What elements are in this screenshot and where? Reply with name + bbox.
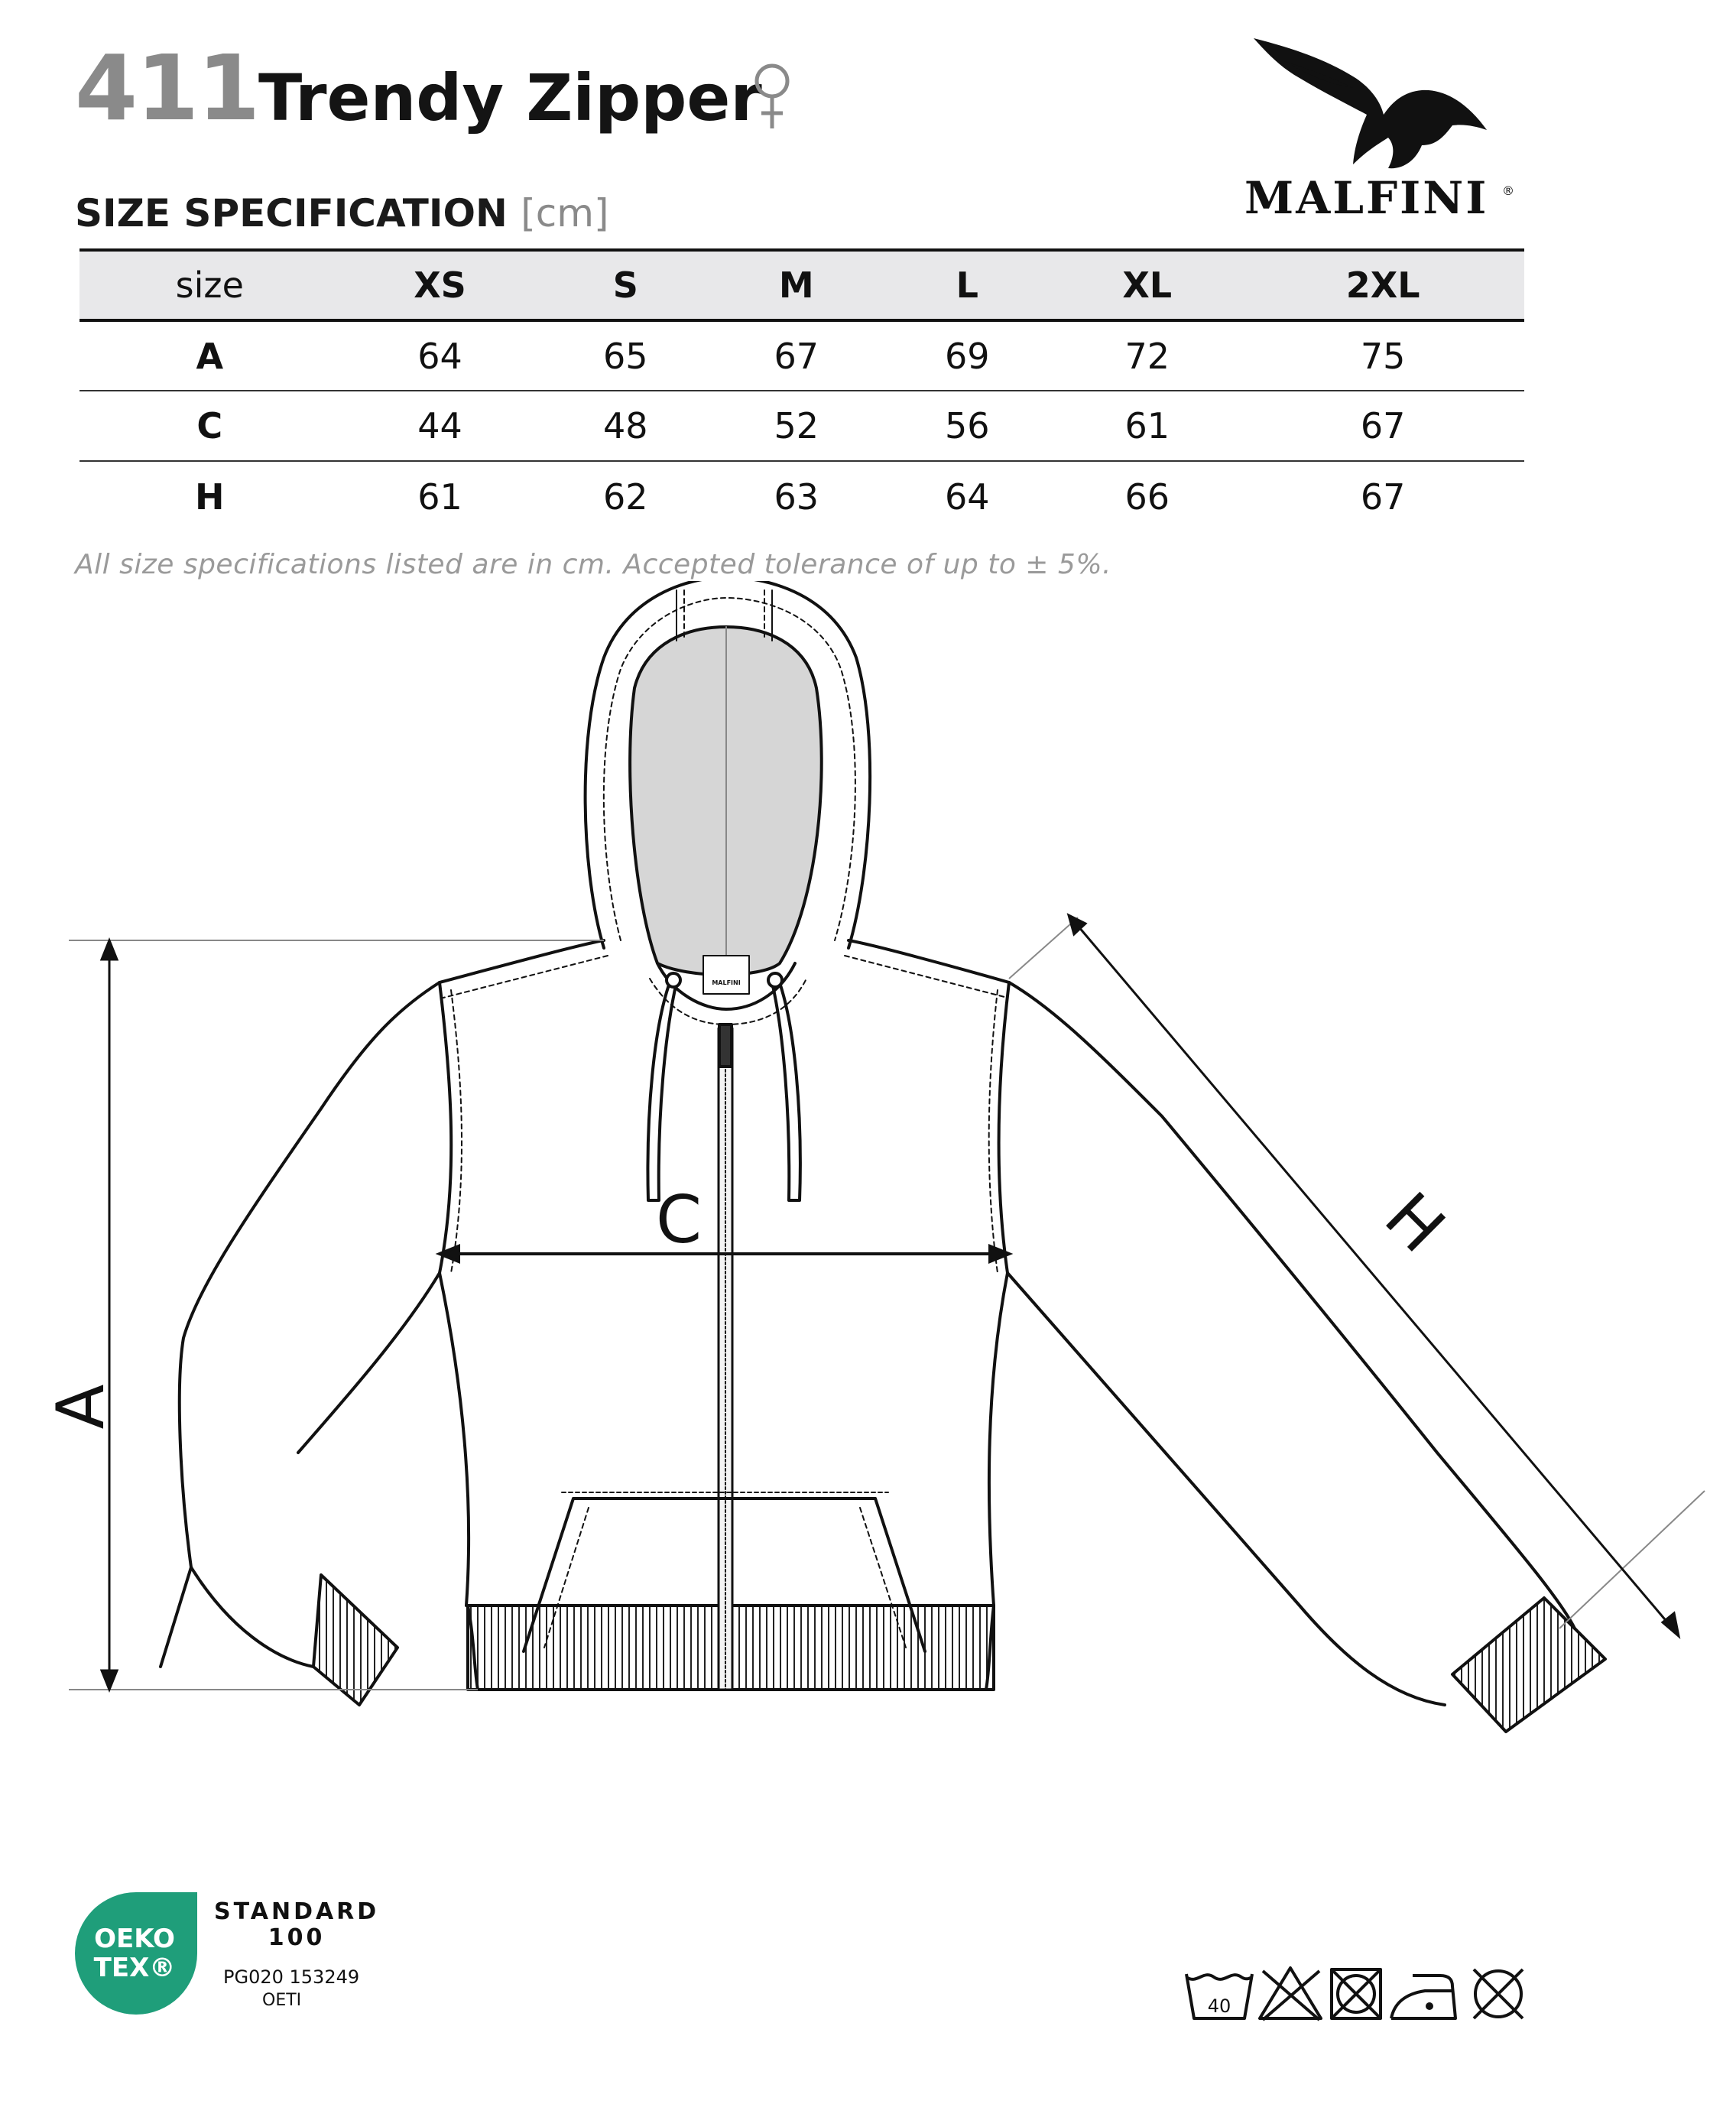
left-drawstring — [647, 979, 677, 1200]
table-cell: 67 — [1360, 476, 1406, 518]
size-header-row — [79, 250, 1524, 320]
measure-h-label: H — [1370, 1178, 1459, 1268]
table-cell: 52 — [774, 405, 819, 446]
product-name: Trendy Zipper — [258, 60, 762, 135]
row-label: C — [196, 405, 223, 446]
size-header-cell: XL — [1122, 265, 1173, 306]
table-cell: 61 — [417, 476, 462, 518]
neck-label-text: MALFINI — [712, 979, 741, 986]
size-spec-title — [75, 191, 609, 235]
wash-temp: 40 — [1207, 1995, 1231, 2017]
tolerance-note: All size specifications listed are in cm. Accepted tolerance of up to ± 5%. — [75, 549, 1111, 580]
no-tumble-dry-icon — [1332, 1969, 1381, 2018]
oeko-tex-badge — [75, 1892, 197, 2015]
size-header-cell: XS — [414, 265, 466, 306]
size-header-cell: 2XL — [1345, 265, 1420, 306]
left-body-side — [440, 982, 469, 1606]
table-cell: 64 — [945, 476, 990, 518]
oeko-institute: OETI — [262, 1991, 302, 2010]
right-cuff — [1452, 1598, 1605, 1732]
oeko-line-1: OEKO — [94, 1924, 175, 1954]
left-sleeve — [180, 982, 440, 1667]
no-dry-clean-icon — [1474, 1969, 1523, 2018]
table-cell: 67 — [774, 335, 819, 377]
size-table — [79, 248, 1524, 531]
left-shoulder — [440, 940, 604, 982]
table-cell: 44 — [417, 405, 462, 446]
measure-c-label: C — [655, 1182, 703, 1258]
oeko-line-2: TEX® — [93, 1953, 176, 1983]
size-header-cell: L — [956, 265, 978, 306]
brand-name: MALFINI — [1244, 172, 1489, 224]
oeko-code: PG020 153249 — [223, 1966, 360, 1988]
table-cell: 62 — [602, 476, 648, 518]
table-cell: 72 — [1124, 335, 1170, 377]
garment-diagram — [0, 581, 1736, 1881]
table-row — [79, 461, 1524, 531]
size-header-cell: S — [612, 265, 638, 306]
table-cell: 69 — [945, 335, 990, 377]
table-cell: 64 — [417, 335, 462, 377]
measure-h-line — [1074, 921, 1673, 1628]
size-spec-title-text: SIZE SPECIFICATION — [75, 191, 508, 235]
registered-mark: ® — [1502, 183, 1514, 198]
neck-label — [703, 956, 749, 994]
table-cell: 61 — [1124, 405, 1170, 446]
right-drawstring — [772, 979, 800, 1200]
table-row — [79, 320, 1524, 391]
size-header-label: size — [175, 265, 244, 306]
model-number: 411 — [75, 35, 259, 141]
eagle-icon — [1238, 31, 1498, 176]
care-symbols — [1183, 1963, 1535, 2024]
table-row — [79, 391, 1524, 461]
table-cell: 48 — [602, 405, 648, 446]
right-shoulder — [849, 940, 1009, 982]
female-icon — [749, 60, 795, 133]
table-cell: 75 — [1360, 335, 1406, 377]
row-label: H — [195, 476, 225, 518]
table-cell: 56 — [945, 405, 990, 446]
measure-a-label: A — [43, 1384, 119, 1430]
size-header-cell: M — [778, 265, 814, 306]
row-label: A — [196, 335, 224, 377]
no-bleach-icon — [1260, 1968, 1321, 2020]
oeko-standard-line-1: STANDARD — [214, 1898, 380, 1925]
table-cell: 63 — [774, 476, 819, 518]
left-cuff — [313, 1575, 397, 1705]
table-cell: 66 — [1124, 476, 1170, 518]
wash-40-icon — [1186, 1974, 1252, 2018]
iron-low-icon — [1391, 1976, 1455, 2018]
oeko-standard — [214, 1899, 379, 1950]
table-cell: 65 — [602, 335, 648, 377]
size-spec-unit: [cm] — [521, 191, 609, 235]
right-sleeve — [1009, 982, 1575, 1628]
oeko-standard-line-2: 100 — [268, 1924, 326, 1951]
right-body-side — [989, 982, 1009, 1606]
table-cell: 67 — [1360, 405, 1406, 446]
